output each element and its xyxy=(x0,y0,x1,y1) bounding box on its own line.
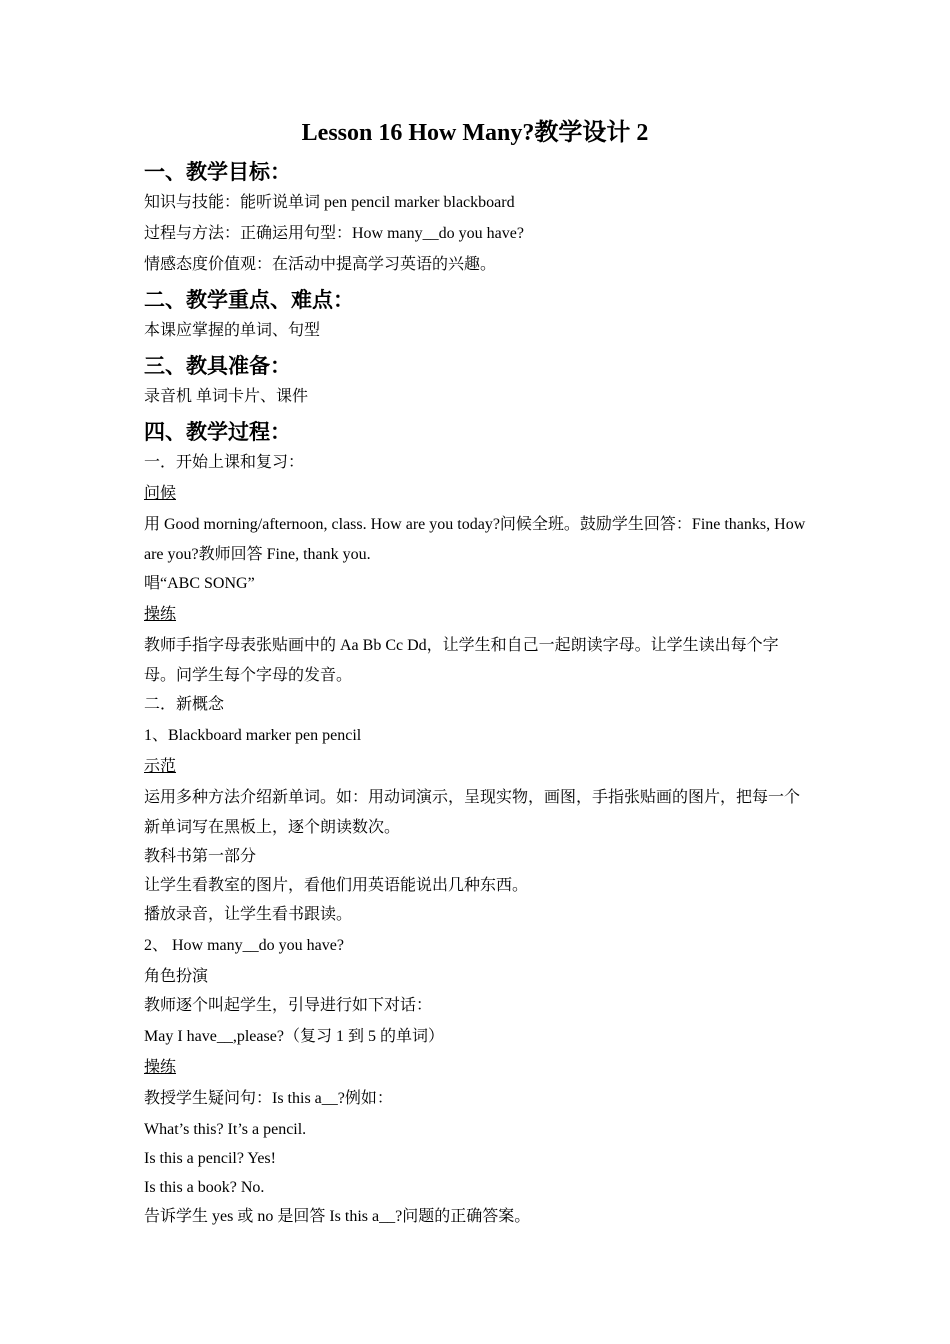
paragraph: 过程与方法：正确运用句型：How many__do you have? xyxy=(144,225,524,242)
paragraph: 教师逐个叫起学生，引导进行如下对话： xyxy=(144,997,433,1014)
paragraph: 本课应掌握的单词、句型 xyxy=(144,322,321,339)
paragraph: 知识与技能：能听说单词 pen pencil marker blackboard xyxy=(144,194,515,211)
paragraph: 情感态度价值观：在活动中提高学习英语的兴趣。 xyxy=(144,256,497,273)
paragraph: What’s this? It’s a pencil. xyxy=(144,1121,307,1138)
paragraph: 1、Blackboard marker pen pencil xyxy=(144,727,362,744)
section-heading: 二、教学重点、难点： xyxy=(144,288,354,312)
subheading xyxy=(144,757,806,777)
paragraph: 二．新概念 xyxy=(144,696,225,713)
subheading-text: 操练 xyxy=(144,606,177,623)
paragraph: 2、 How many__do you have? xyxy=(144,937,344,954)
paragraph: 角色扮演 xyxy=(144,968,209,985)
document-lines xyxy=(144,158,806,1227)
paragraph: 让学生看教室的图片，看他们用英语能说出几种东西。 xyxy=(144,877,529,894)
subheading xyxy=(144,484,806,504)
section-heading: 三、教具准备： xyxy=(144,354,291,378)
section-heading: 四、教学过程： xyxy=(144,420,291,444)
section-heading: 一、教学目标： xyxy=(144,160,291,184)
paragraph: 一．开始上课和复习： xyxy=(144,454,305,471)
paragraph: 告诉学生 yes 或 no 是回答 Is this a__?问题的正确答案。 xyxy=(144,1208,531,1225)
subheading xyxy=(144,1058,806,1078)
paragraph: Is this a book? No. xyxy=(144,1179,265,1196)
subheading-text: 问候 xyxy=(144,485,177,502)
paragraph: 运用多种方法介绍新单词。如：用动词演示，呈现实物，画图，手指张贴画的图片，把每一个新单词写在黑板上，逐个朗读数次。 xyxy=(144,789,801,836)
paragraph: 唱“ABC SONG” xyxy=(144,575,255,592)
paragraph: 教师手指字母表张贴画中的 Aa Bb Cc Dd，让学生和自己一起朗读字母。让学生读出每个字母。问学生每个字母的发音。 xyxy=(144,637,779,684)
subheading xyxy=(144,605,806,625)
subheading-text: 操练 xyxy=(144,1059,177,1076)
paragraph: 录音机 单词卡片、课件 xyxy=(144,388,309,405)
paragraph: 用 Good morning/afternoon, class. How are you today?问候全班。鼓励学生回答：Fine thanks, How are you?教师回答 Fine, thank you. xyxy=(144,516,806,563)
paragraph: 播放录音，让学生看书跟读。 xyxy=(144,906,353,923)
document-title: Lesson 16 How Many?教学设计 2 xyxy=(301,120,649,146)
document-body xyxy=(144,116,806,1238)
paragraph: May I have__,please?（复习 1 到 5 的单词） xyxy=(144,1028,444,1045)
subheading-text: 示范 xyxy=(144,758,177,775)
paragraph: 教科书第一部分 xyxy=(144,848,257,865)
paragraph: Is this a pencil? Yes! xyxy=(144,1150,276,1167)
paragraph: 教授学生疑问句：Is this a__?例如： xyxy=(144,1090,393,1107)
